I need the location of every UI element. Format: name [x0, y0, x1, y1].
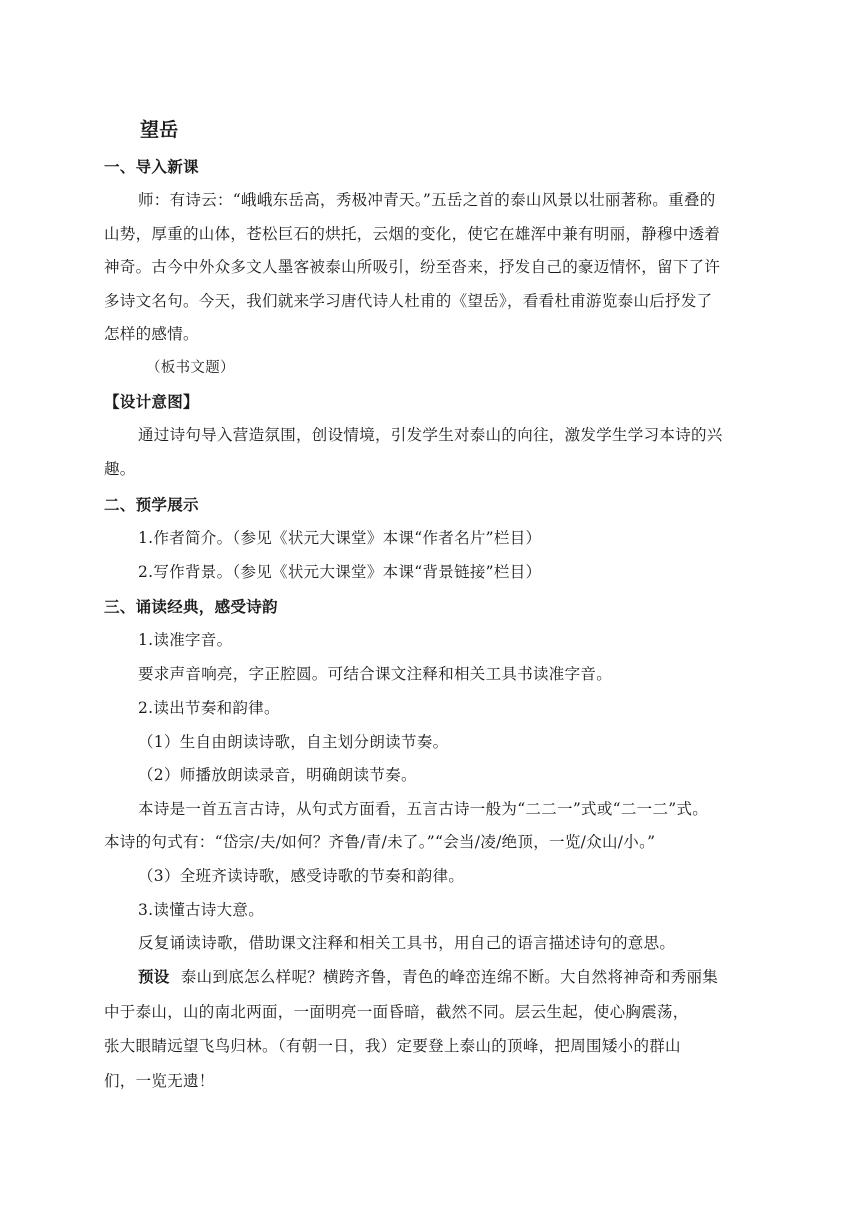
- design-intent-heading: 【设计意图】: [104, 392, 199, 411]
- paragraph-line: 本诗是一首五言古诗，从句式方面看，五言古诗一般为“二二一”式或“二一二”式。: [138, 800, 709, 818]
- document-title: 望岳: [140, 119, 179, 141]
- paragraph-line: 要求声音响亮，字正腔圆。可结合课文注释和相关工具书读准字音。: [138, 665, 613, 683]
- list-item: 2.写作背景。（参见《状元大课堂》本课“背景链接”栏目）: [138, 563, 542, 581]
- section-heading-intro: 一、导入新课: [104, 157, 199, 176]
- sub-item: （1）生自由朗读诗歌，自主划分朗读节奏。: [138, 733, 449, 751]
- sub-item: （3）全班齐读诗歌，感受诗歌的节奏和韵律。: [138, 867, 465, 885]
- design-intent-line: 趣。: [104, 460, 136, 478]
- paragraph-line: 多诗文名句。今天，我们就来学习唐代诗人杜甫的《望岳》，看看杜甫游览泰山后抒发了: [104, 292, 713, 310]
- board-note: （板书文题）: [146, 360, 235, 376]
- paragraph-line: 神奇。古今中外众多文人墨客被泰山所吸引，纷至沓来，抒发自己的豪迈情怀，留下了许: [104, 258, 721, 276]
- preset-line: 们，一览无遗！: [104, 1072, 215, 1090]
- list-item: 1.读准字音。: [138, 631, 233, 649]
- paragraph-line: 本诗的句式有：“岱宗/夫/如何？齐鲁/青/未了。”“会当/凌/绝顶，一览/众山/小。”: [104, 833, 656, 851]
- preset-line: 中于泰山，山的南北两面，一面明亮一面昏暗，截然不同。层云生起，使心胸震荡，: [104, 1003, 689, 1021]
- section-heading-reading: 三、诵读经典，感受诗韵: [104, 597, 278, 616]
- paragraph-line: 怎样的感情。: [104, 325, 199, 343]
- paragraph-line: 师：有诗云：“峨峨东岳高，秀极冲青天。”五岳之首的泰山风景以壮丽著称。重叠的: [138, 191, 716, 209]
- design-intent-line: 通过诗句导入营造氛围，创设情境，引发学生对泰山的向往，激发学生学习本诗的兴: [138, 426, 723, 444]
- list-item: 1.作者简介。（参见《状元大课堂》本课“作者名片”栏目）: [138, 529, 542, 547]
- preset-line: [138, 967, 718, 987]
- preset-text: 泰山到底怎么样呢？横跨齐鲁，青色的峰峦连绵不断。大自然将神奇和秀丽集: [180, 968, 719, 986]
- preset-line: 张大眼睛远望飞鸟归林。（有朝一日，我）定要登上泰山的顶峰，把周围矮小的群山: [104, 1037, 681, 1055]
- preset-label: 预设: [138, 967, 170, 986]
- list-item: 2.读出节奏和韵律。: [138, 699, 280, 717]
- paragraph-line: 山势，厚重的山体，苍松巨石的烘托，云烟的变化，使它在雄浑中兼有明丽，静穆中透着: [104, 225, 721, 243]
- paragraph-line: 反复诵读诗歌，借助课文注释和相关工具书，用自己的语言描述诗句的意思。: [138, 934, 676, 952]
- list-item: 3.读懂古诗大意。: [138, 901, 264, 919]
- section-heading-preview: 二、预学展示: [104, 495, 199, 514]
- sub-item: （2）师播放朗读录音，明确朗读节奏。: [138, 766, 417, 784]
